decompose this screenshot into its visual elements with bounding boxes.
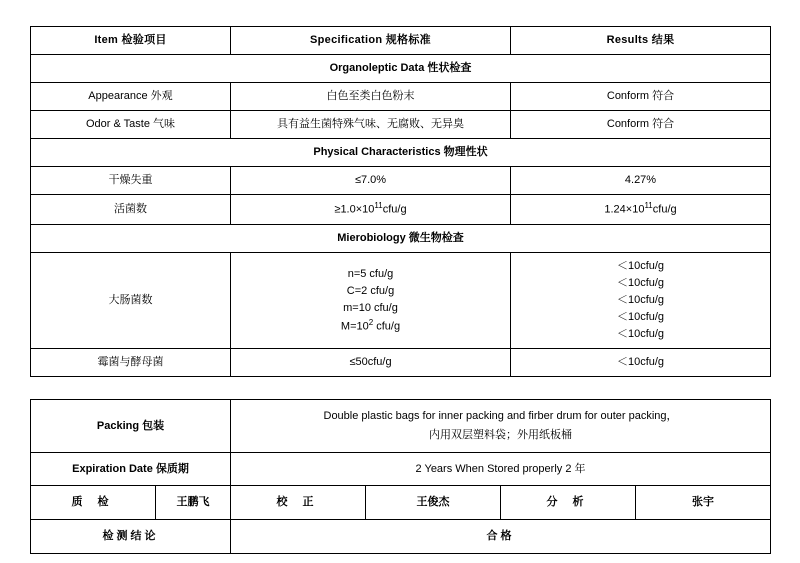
row-item-coliforms: 大肠菌数 xyxy=(31,253,231,349)
inspection-report-table xyxy=(30,26,771,377)
conclusion-value: 合格 xyxy=(231,520,771,554)
table-header-row xyxy=(31,27,771,55)
row-result-loss-on-drying: 4.27% xyxy=(511,167,771,195)
section-row-microbiology xyxy=(31,224,771,252)
row-spec-viable-count: $\ge 1.0\times 10^{11}cfu/g$ xyxy=(231,195,511,225)
row-spec-loss-on-drying: ≤7.0% xyxy=(231,167,511,195)
row-item-appearance: Appearance 外观 xyxy=(31,83,231,111)
row-result-viable-count: $1.24\times 10^{11}cfu/g$ xyxy=(511,195,771,225)
row-item-viable-count: 活菌数 xyxy=(31,195,231,225)
section-label-physical: Physical Characteristics 物理性状 xyxy=(31,139,771,167)
table-row xyxy=(31,83,771,111)
signature-name-qc: 王鹏飞 xyxy=(156,486,231,520)
expiration-row xyxy=(31,452,771,486)
row-result-appearance: Conform 符合 xyxy=(511,83,771,111)
packing-label: Packing 包装 xyxy=(31,400,231,452)
section-row-physical xyxy=(31,139,771,167)
signature-row xyxy=(31,486,771,520)
row-spec-appearance: 白色至类白色粉末 xyxy=(231,83,511,111)
signature-role-proofread: 校 正 xyxy=(231,486,366,520)
conclusion-row xyxy=(31,520,771,554)
table-row xyxy=(31,167,771,195)
table-row xyxy=(31,195,771,225)
row-result-coliforms: ＜10cfu/g ＜10cfu/g ＜10cfu/g ＜10cfu/g ＜10cfu/g xyxy=(511,253,771,349)
table-row xyxy=(31,253,771,349)
section-row-organoleptic xyxy=(31,55,771,83)
expiration-value: 2 Years When Stored properly 2 年 xyxy=(231,452,771,486)
section-label-organoleptic: Organoleptic Data 性状检查 xyxy=(31,55,771,83)
footer-table xyxy=(30,399,771,553)
row-item-loss-on-drying: 干燥失重 xyxy=(31,167,231,195)
table-row xyxy=(31,349,771,377)
signature-name-analysis: 张宇 xyxy=(636,486,771,520)
row-result-odor-taste: Conform 符合 xyxy=(511,111,771,139)
row-spec-coliforms: n=5 cfu/g C=2 cfu/g m=10 cfu/g $M=10^2$ cfu/g xyxy=(231,253,511,349)
signature-name-proofread: 王俊杰 xyxy=(366,486,501,520)
header-results: Results 结果 xyxy=(511,27,771,55)
packing-value: Double plastic bags for inner packing and firber drum for outer packing， 内用双层塑料袋；外用纸板桶 xyxy=(231,400,771,452)
row-result-mold-yeast: ＜10cfu/g xyxy=(511,349,771,377)
section-label-microbiology: Mierobiology 微生物检查 xyxy=(31,224,771,252)
conclusion-label: 检测结论 xyxy=(31,520,231,554)
row-item-mold-yeast: 霉菌与酵母菌 xyxy=(31,349,231,377)
signature-role-qc: 质 检 xyxy=(31,486,156,520)
header-item: Item 检验项目 xyxy=(31,27,231,55)
signature-role-analysis: 分 析 xyxy=(501,486,636,520)
header-specification: Specification 规格标准 xyxy=(231,27,511,55)
packing-row xyxy=(31,400,771,452)
table-row xyxy=(31,111,771,139)
row-item-odor-taste: Odor & Taste 气味 xyxy=(31,111,231,139)
row-spec-odor-taste: 具有益生菌特殊气味、无腐败、无异臭 xyxy=(231,111,511,139)
expiration-label: Expiration Date 保质期 xyxy=(31,452,231,486)
row-spec-mold-yeast: ≤50cfu/g xyxy=(231,349,511,377)
